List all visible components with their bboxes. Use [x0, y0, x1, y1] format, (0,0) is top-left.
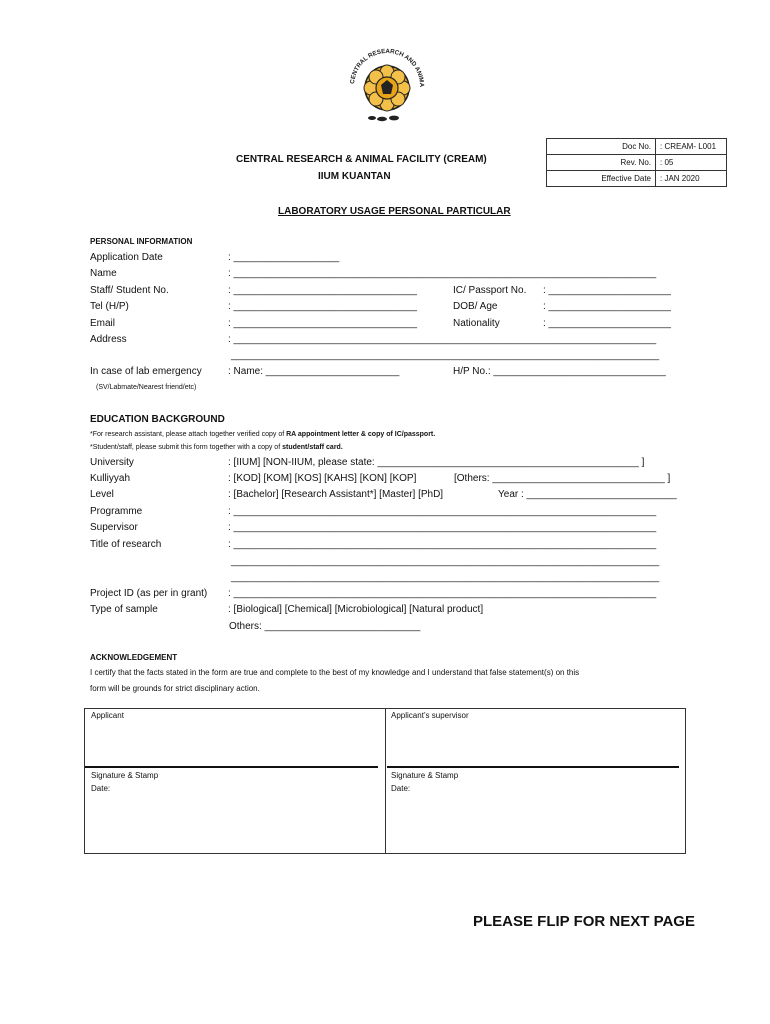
staff-no-label: Staff/ Student No.: [90, 285, 169, 296]
research-title-field[interactable]: : ____________________________________________________________________________: [228, 539, 657, 550]
effective-date-label: Effective Date: [547, 171, 656, 187]
doc-row: [547, 139, 727, 155]
acknowledgement-line1: I certify that the facts stated in the form are true and complete to the best of my knowledge and I understand that false statement(s) on this: [90, 668, 580, 677]
doc-row: [547, 155, 727, 171]
address-field[interactable]: : ____________________________________________________________________________: [228, 334, 657, 345]
emergency-note: (SV/Labmate/Nearest friend/etc): [96, 384, 197, 391]
education-note-ra: [90, 431, 435, 438]
application-date-field[interactable]: : ___________________: [228, 252, 340, 263]
address-label: Address: [90, 334, 127, 345]
emergency-name-field[interactable]: : Name: ________________________: [228, 366, 400, 377]
nationality-field[interactable]: : ______________________: [543, 318, 671, 329]
header-title-line1: CENTRAL RESEARCH & ANIMAL FACILITY (CREAM): [236, 154, 487, 165]
sample-others-field[interactable]: Others: ____________________________: [229, 621, 421, 632]
dob-label: DOB/ Age: [453, 301, 498, 312]
rev-no-label: Rev. No.: [547, 155, 656, 171]
supervisor-label: Supervisor: [90, 522, 138, 533]
supervisor-sign-label: Applicant’s supervisor: [391, 711, 469, 720]
doc-control-table: [546, 138, 727, 187]
supervisor-signature-label: Signature & Stamp: [391, 771, 459, 780]
tel-field[interactable]: : _________________________________: [228, 301, 418, 312]
email-label: Email: [90, 318, 116, 329]
dob-field[interactable]: : ______________________: [543, 301, 671, 312]
sample-type-label: Type of sample: [90, 604, 158, 615]
education-note-student-text: *Student/staff, please submit this form together with a copy of: [90, 444, 283, 451]
ic-field[interactable]: : ______________________: [543, 285, 671, 296]
doc-no-value: : CREAM- L001: [656, 139, 727, 155]
name-label: Name: [90, 268, 117, 279]
doc-no-label: Doc No.: [547, 139, 656, 155]
acknowledgement-heading: ACKNOWLEDGEMENT: [90, 653, 178, 662]
doc-row: [547, 171, 727, 187]
signature-box-divider: [385, 708, 386, 853]
nationality-label: Nationality: [453, 318, 500, 329]
research-title-label: Title of research: [90, 539, 162, 550]
research-title-line2[interactable]: _____________________________________________________________________________: [231, 556, 660, 567]
year-field[interactable]: Year : ___________________________: [498, 489, 677, 500]
applicant-signature-line: [85, 766, 378, 768]
applicant-label: Applicant: [91, 711, 124, 720]
flip-page-note: PLEASE FLIP FOR NEXT PAGE: [473, 913, 695, 930]
personal-heading: PERSONAL INFORMATION: [90, 237, 193, 246]
level-field[interactable]: : [Bachelor] [Research Assistant*] [Master] [PhD]: [228, 489, 444, 500]
form-title: LABORATORY USAGE PERSONAL PARTICULAR: [278, 206, 511, 217]
cream-logo: [346, 44, 428, 124]
rev-no-value: : 05: [656, 155, 727, 171]
effective-date-value: : JAN 2020: [656, 171, 727, 187]
sample-type-field[interactable]: : [Biological] [Chemical] [Microbiological] [Natural product]: [228, 604, 484, 615]
programme-label: Programme: [90, 506, 143, 517]
education-note-student: [90, 444, 343, 451]
emergency-label: In case of lab emergency: [90, 366, 202, 377]
application-date-label: Application Date: [90, 252, 163, 263]
programme-field[interactable]: : ____________________________________________________________________________: [228, 506, 657, 517]
name-field[interactable]: : ____________________________________________________________________________: [228, 268, 657, 279]
kulliyyah-others-field[interactable]: [Others: _______________________________ ]: [454, 473, 671, 484]
kulliyyah-field[interactable]: : [KOD] [KOM] [KOS] [KAHS] [KON] [KOP]: [228, 473, 417, 484]
applicant-signature-label: Signature & Stamp: [91, 771, 159, 780]
tel-label: Tel (H/P): [90, 301, 129, 312]
email-field[interactable]: : _________________________________: [228, 318, 418, 329]
supervisor-signature-line: [387, 766, 679, 768]
education-note-ra-bold: RA appointment letter & copy of IC/passport.: [286, 431, 436, 438]
education-note-student-bold: student/staff card.: [282, 444, 343, 451]
acknowledgement-line2: form will be grounds for strict disciplinary action.: [90, 684, 260, 693]
kulliyyah-label: Kulliyyah: [90, 473, 131, 484]
education-heading: EDUCATION BACKGROUND: [90, 414, 225, 425]
ic-label: IC/ Passport No.: [453, 285, 527, 296]
university-label: University: [90, 457, 134, 468]
project-id-label: Project ID (as per in grant): [90, 588, 208, 599]
logo-ring-text: CENTRAL RESEARCH AND ANIMA: [349, 47, 426, 88]
address-field-line2[interactable]: _____________________________________________________________________________: [231, 350, 660, 361]
project-id-field[interactable]: : ____________________________________________________________________________: [228, 588, 657, 599]
research-title-line3[interactable]: _____________________________________________________________________________: [231, 572, 660, 583]
staff-no-field[interactable]: : _________________________________: [228, 285, 418, 296]
header-title-line2: IIUM KUANTAN: [318, 171, 391, 182]
supervisor-field[interactable]: : ____________________________________________________________________________: [228, 522, 657, 533]
university-field[interactable]: : [IIUM] [NON-IIUM, please state: _______________________________________________ ]: [228, 457, 645, 468]
supervisor-date-label: Date:: [391, 784, 411, 793]
emergency-hp-field[interactable]: H/P No.: _______________________________: [453, 366, 666, 377]
education-note-ra-text: *For research assistant, please attach together verified copy of: [90, 431, 287, 438]
applicant-date-label: Date:: [91, 784, 111, 793]
level-label: Level: [90, 489, 114, 500]
